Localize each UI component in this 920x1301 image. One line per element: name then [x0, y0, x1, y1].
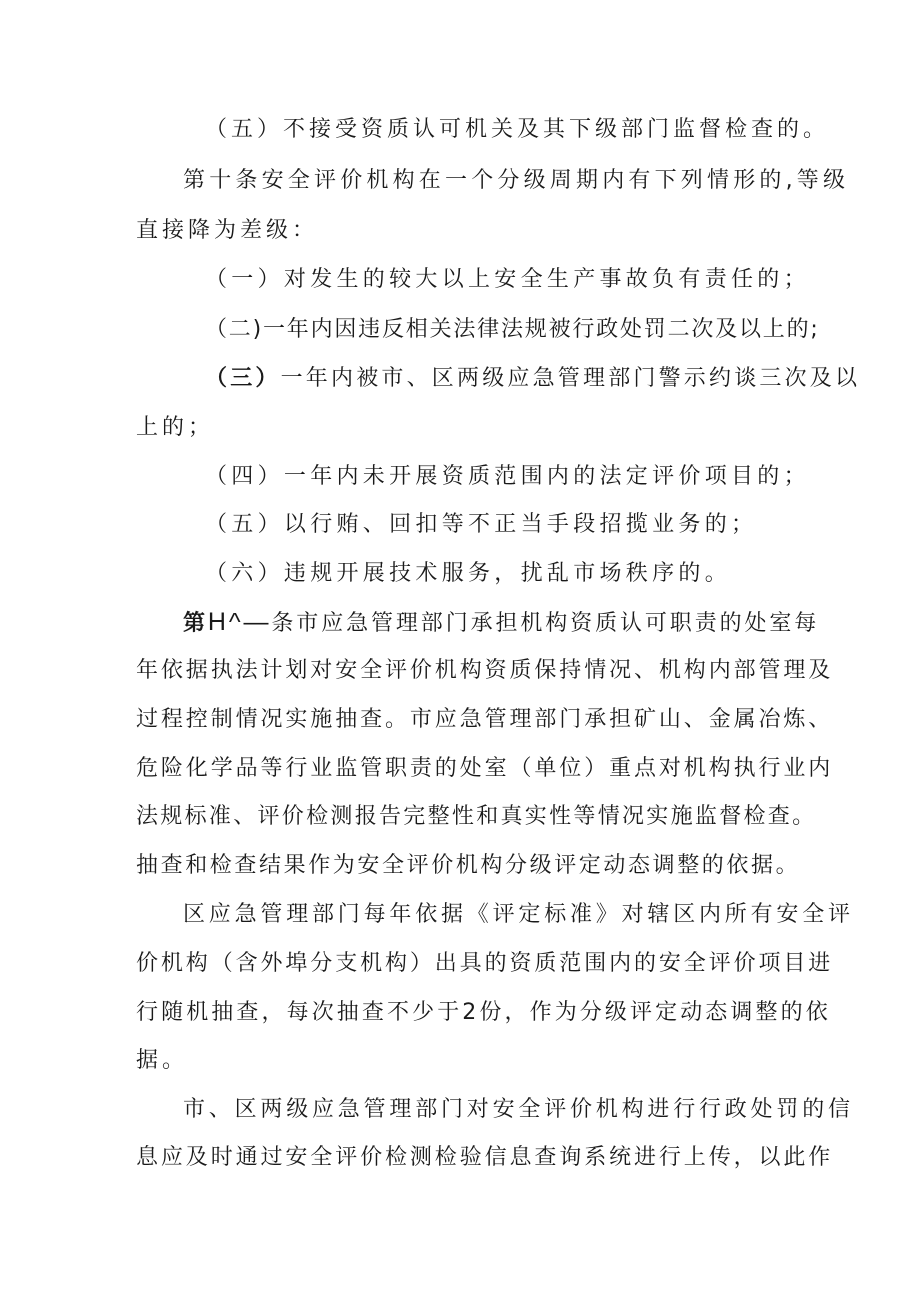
text-line-7: 上的；	[136, 415, 215, 440]
text-line-13: 过程控制情况实施抽查。市应急管理部门承担矿山、金属冶炼、	[136, 707, 834, 732]
bold-list-marker: （三）	[205, 366, 281, 391]
article-11-text: 条市应急管理部门承担机构资质认可职责的处室每	[271, 611, 820, 636]
article-11-prefix: 第	[183, 611, 208, 636]
text-line-21: 市、区两级应急管理部门对安全评价机构进行行政处罚的信	[183, 1097, 854, 1122]
text-line-14: 危险化学品等行业监管职责的处室（单位）重点对机构执行业内	[136, 756, 834, 781]
text-line-8: （四）一年内未开展资质范围内的法定评价项目的；	[205, 464, 810, 489]
text-line-12: 年依据执法计划对安全评价机构资质保持情况、机构内部管理及	[136, 658, 834, 683]
text-line-5: （二)一年内因违反相关法律法规被行政处罚二次及以上的;	[205, 317, 820, 342]
text-line-3: 直接降为差级：	[136, 218, 319, 243]
text-line-16: 抽查和检查结果作为安全评价机构分级评定动态调整的依据。	[136, 853, 801, 878]
text-line-6	[0, 359, 920, 399]
text-line-11	[0, 602, 920, 642]
text-line-15: 法规标准、评价检测报告完整性和真实性等情况实施监督检查。	[136, 804, 817, 829]
article-11-garbled-number: H^—	[207, 608, 272, 636]
text-line-19: 行随机抽查，每次抽查不少于2份，作为分级评定动态调整的依	[136, 1000, 831, 1025]
text-line-18: 价机构（含外埠分支机构）出具的资质范围内的安全评价项目进	[136, 951, 834, 976]
text-line-6-rest: 一年内被市、区两级应急管理部门警示约谈三次及以	[280, 366, 861, 391]
text-line-17: 区应急管理部门每年依据《评定标准》对辖区内所有安全评	[183, 902, 854, 927]
text-line-10: （六）违规开展技术服务，扰乱市场秩序的。	[205, 561, 732, 586]
text-line-20: 据。	[136, 1048, 189, 1073]
text-line-4: （一）对发生的较大以上安全生产事故负有责任的；	[205, 267, 810, 292]
text-line-1: （五）不接受资质认可机关及其下级部门监督检查的。	[205, 117, 830, 142]
text-line-2: 第十条安全评价机构在一个分级周期内有下列情形的,等级	[183, 168, 850, 193]
text-line-9: （五）以行贿、回扣等不正当手段招揽业务的；	[205, 512, 758, 537]
text-line-22: 息应及时通过安全评价检测检验信息查询系统进行上传，以此作	[136, 1145, 834, 1170]
